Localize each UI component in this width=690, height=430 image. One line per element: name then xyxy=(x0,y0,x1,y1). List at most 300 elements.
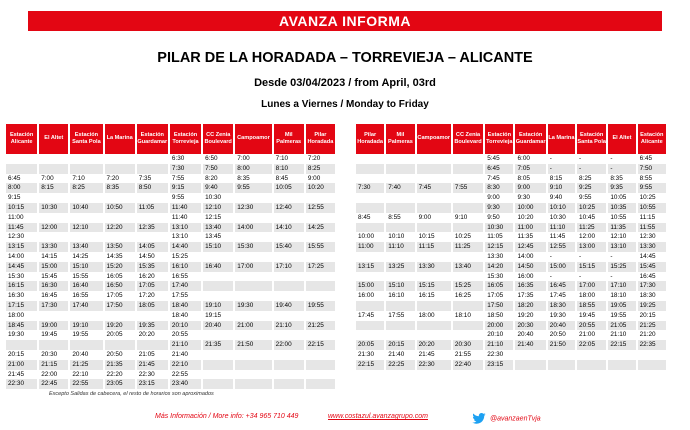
time-cell: 21:50 xyxy=(548,340,575,350)
table-row xyxy=(356,203,666,213)
time-cell xyxy=(386,174,414,184)
time-cell xyxy=(453,193,483,203)
time-cell: - xyxy=(579,272,582,280)
time-cell xyxy=(105,164,135,174)
time-cell xyxy=(235,291,271,301)
time-cell xyxy=(386,164,414,174)
outbound-col-header: Estación Torrevieja xyxy=(170,124,201,154)
time-cell: 22:00 xyxy=(274,340,304,350)
time-cell xyxy=(577,350,606,360)
time-cell xyxy=(203,272,233,282)
time-cell: 20:50 xyxy=(549,331,566,339)
time-cell: 16:25 xyxy=(454,292,471,300)
time-cell: 14:20 xyxy=(485,262,513,272)
time-cell: - xyxy=(549,272,552,280)
time-cell: 22:15 xyxy=(356,360,384,370)
table-row xyxy=(6,340,335,350)
time-cell: - xyxy=(608,164,635,174)
time-cell: 21:10 xyxy=(274,321,304,331)
time-cell: 19:15 xyxy=(205,311,222,319)
table-row xyxy=(356,183,666,193)
time-cell xyxy=(203,379,233,389)
time-cell: 9:15 xyxy=(8,194,21,202)
time-cell xyxy=(356,252,384,262)
time-cell xyxy=(203,281,233,291)
table-row xyxy=(6,370,335,380)
time-cell: 18:40 xyxy=(170,301,201,311)
time-cell: 10:25 xyxy=(639,194,656,202)
table-row xyxy=(6,203,335,213)
time-cell: - xyxy=(549,155,552,162)
time-cell xyxy=(274,291,304,301)
inbound-header-row xyxy=(356,124,666,154)
time-cell: 21:05 xyxy=(138,350,155,358)
time-cell xyxy=(417,154,451,164)
time-cell: 17:40 xyxy=(170,281,201,291)
time-cell: 20:30 xyxy=(515,321,545,331)
time-cell xyxy=(356,154,384,164)
time-cell: 8:35 xyxy=(610,174,623,182)
time-cell: 18:45 xyxy=(6,321,37,331)
time-cell: 9:10 xyxy=(548,183,575,193)
table-row xyxy=(6,213,335,223)
time-cell: 8:45 xyxy=(358,213,371,221)
time-cell xyxy=(306,379,335,389)
time-cell xyxy=(203,370,233,380)
time-cell: 11:25 xyxy=(453,242,483,252)
time-cell: 8:55 xyxy=(388,213,401,221)
table-row xyxy=(6,272,335,282)
time-cell: 7:10 xyxy=(275,155,289,162)
time-cell xyxy=(356,330,384,340)
time-cell: 11:10 xyxy=(386,242,414,252)
time-cell xyxy=(6,340,37,350)
time-cell: 12:30 xyxy=(235,203,271,213)
time-cell: 21:45 xyxy=(418,350,435,358)
time-cell xyxy=(417,330,451,340)
table-row xyxy=(6,174,335,184)
time-cell: 9:55 xyxy=(235,183,271,193)
time-cell: 22:55 xyxy=(171,370,188,378)
time-cell: 18:00 xyxy=(8,311,24,319)
time-cell: 9:55 xyxy=(638,183,666,193)
time-cell xyxy=(306,360,335,370)
time-cell: 11:40 xyxy=(171,213,188,221)
time-cell: 7:20 xyxy=(307,155,321,162)
time-cell: 11:35 xyxy=(608,223,635,233)
time-cell: 16:10 xyxy=(170,262,201,272)
table-row xyxy=(356,311,666,321)
time-cell: 17:45 xyxy=(549,292,566,300)
time-cell: 12:15 xyxy=(485,242,513,252)
time-cell xyxy=(306,350,335,360)
time-cell: 18:10 xyxy=(454,311,471,319)
table-row xyxy=(6,350,335,360)
time-cell: 20:05 xyxy=(106,331,123,339)
table-row xyxy=(6,311,335,321)
table-row xyxy=(6,301,335,311)
time-cell: 21:20 xyxy=(639,331,656,339)
time-cell: 6:45 xyxy=(639,155,653,162)
time-cell: 17:40 xyxy=(70,301,102,311)
inbound-col-header: Pilar Horadada xyxy=(356,124,384,154)
time-cell: 20:55 xyxy=(577,321,606,331)
time-cell xyxy=(203,360,233,370)
time-cell xyxy=(356,223,384,233)
inbound-col-header: Estación Santa Pola xyxy=(577,124,606,154)
time-cell: 10:00 xyxy=(358,233,374,241)
table-row xyxy=(356,340,666,350)
time-cell: 14:50 xyxy=(515,262,545,272)
time-cell xyxy=(386,330,414,340)
time-cell: 17:50 xyxy=(105,301,135,311)
time-cell: 21:25 xyxy=(306,321,335,331)
time-cell: 18:05 xyxy=(137,301,168,311)
time-cell: 21:10 xyxy=(170,340,201,350)
table-row xyxy=(6,281,335,291)
outbound-col-header: Campoamor xyxy=(235,124,271,154)
time-cell: 6:45 xyxy=(8,174,21,182)
time-cell xyxy=(453,301,483,311)
time-cell: 21:25 xyxy=(638,321,666,331)
time-cell: 9:40 xyxy=(203,183,233,193)
time-cell: 17:55 xyxy=(388,311,405,319)
time-cell: 10:45 xyxy=(579,213,596,221)
inbound-col-header: Estación Guardamar xyxy=(515,124,545,154)
table-row xyxy=(356,321,666,331)
time-cell: 20:30 xyxy=(453,340,483,350)
time-cell xyxy=(137,213,168,223)
time-cell: 21:10 xyxy=(610,331,627,339)
time-cell: 9:55 xyxy=(171,194,185,202)
time-cell: 19:20 xyxy=(517,311,534,319)
time-cell: 17:10 xyxy=(274,262,304,272)
inbound-timetable xyxy=(354,124,668,370)
time-cell: 13:40 xyxy=(203,223,233,233)
time-cell: 11:00 xyxy=(356,242,384,252)
time-cell xyxy=(274,370,304,380)
time-cell xyxy=(356,272,384,282)
time-cell xyxy=(235,379,271,389)
time-cell: 12:35 xyxy=(137,223,168,233)
time-cell: 16:55 xyxy=(171,272,188,280)
time-cell xyxy=(203,350,233,360)
time-cell: - xyxy=(579,252,582,260)
time-cell: 14:35 xyxy=(106,252,123,260)
time-cell xyxy=(386,223,414,233)
time-cell xyxy=(417,203,451,213)
time-cell: 12:30 xyxy=(8,233,24,241)
time-cell xyxy=(6,154,37,164)
time-cell: 20:10 xyxy=(487,331,504,339)
time-cell xyxy=(638,360,666,370)
time-cell xyxy=(453,164,483,174)
time-cell: 10:55 xyxy=(610,213,627,221)
time-cell: 16:50 xyxy=(105,281,135,291)
time-cell xyxy=(235,232,271,242)
time-cell: 8:35 xyxy=(237,174,250,182)
time-cell: 15:10 xyxy=(203,242,233,252)
time-cell xyxy=(274,281,304,291)
time-cell: 19:55 xyxy=(72,331,89,339)
inbound-col-header: La Marina xyxy=(548,124,575,154)
time-cell xyxy=(548,360,575,370)
time-cell: 10:30 xyxy=(39,203,68,213)
time-cell xyxy=(39,154,68,164)
time-cell: 10:30 xyxy=(205,194,222,202)
time-cell: 11:45 xyxy=(549,233,566,241)
time-cell xyxy=(306,291,335,301)
time-cell: 8:55 xyxy=(639,174,653,182)
time-cell: 11:00 xyxy=(515,223,545,233)
time-cell xyxy=(39,164,68,174)
time-cell: 23:05 xyxy=(105,379,135,389)
time-cell: 21:40 xyxy=(388,350,405,358)
time-cell: 16:10 xyxy=(388,292,405,300)
time-cell xyxy=(274,252,304,262)
table-row xyxy=(356,232,666,242)
time-cell: 9:00 xyxy=(515,183,545,193)
table-row xyxy=(356,262,666,272)
time-cell xyxy=(577,360,606,370)
time-cell: 10:15 xyxy=(418,233,435,241)
time-cell xyxy=(70,193,102,203)
time-cell: 7:30 xyxy=(170,164,201,174)
time-cell: 14:25 xyxy=(72,252,89,260)
time-cell: 9:55 xyxy=(579,194,592,202)
time-cell: 15:45 xyxy=(638,262,666,272)
time-cell xyxy=(306,213,335,223)
time-cell: 6:30 xyxy=(171,155,185,162)
time-cell: 12:10 xyxy=(203,203,233,213)
time-cell xyxy=(356,203,384,213)
time-cell: 17:35 xyxy=(517,292,534,300)
route-title: PILAR DE LA HORADADA – TORREVIEJA – ALICANTE xyxy=(157,50,533,66)
time-cell: 19:00 xyxy=(39,321,68,331)
time-cell: 19:30 xyxy=(235,301,271,311)
time-cell xyxy=(137,340,168,350)
time-cell: 16:45 xyxy=(639,272,656,280)
time-cell: 16:40 xyxy=(70,281,102,291)
time-cell xyxy=(386,193,414,203)
inbound-col-header: Estación Alicante xyxy=(638,124,666,154)
time-cell: 21:50 xyxy=(235,340,271,350)
time-cell xyxy=(453,330,483,340)
table-row xyxy=(6,223,335,233)
time-cell: 20:55 xyxy=(171,331,188,339)
inbound-col-header: El Altet xyxy=(608,124,635,154)
time-cell: 13:50 xyxy=(105,242,135,252)
time-cell xyxy=(417,164,451,174)
time-cell xyxy=(417,301,451,311)
time-cell xyxy=(274,193,304,203)
time-cell: 16:55 xyxy=(72,292,89,300)
time-cell xyxy=(70,213,102,223)
time-cell: 14:10 xyxy=(274,223,304,233)
time-cell: 13:10 xyxy=(171,233,188,241)
time-cell: 18:40 xyxy=(171,311,188,319)
time-cell xyxy=(274,360,304,370)
time-cell: 17:05 xyxy=(487,292,504,300)
time-cell xyxy=(306,232,335,242)
time-cell xyxy=(274,330,304,340)
outbound-col-header: La Marina xyxy=(105,124,135,154)
time-cell: 7:20 xyxy=(106,174,119,182)
time-cell: 14:00 xyxy=(235,223,271,233)
time-cell: 20:00 xyxy=(485,321,513,331)
time-cell: 19:45 xyxy=(41,331,58,339)
inbound-col-header: CC Zenia Boulevard xyxy=(453,124,483,154)
time-cell xyxy=(274,350,304,360)
time-cell: 18:00 xyxy=(418,311,435,319)
footer-twitter[interactable] xyxy=(472,413,541,424)
time-cell xyxy=(137,164,168,174)
time-cell: 19:20 xyxy=(105,321,135,331)
time-cell xyxy=(70,311,102,321)
time-cell: 13:40 xyxy=(453,262,483,272)
time-cell: - xyxy=(610,272,613,280)
time-cell: 9:30 xyxy=(485,203,513,213)
time-cell: 15:15 xyxy=(577,262,606,272)
time-cell: 20:30 xyxy=(41,350,58,358)
time-cell xyxy=(6,164,37,174)
time-cell xyxy=(70,164,102,174)
outbound-col-header: CC Zenia Boulevard xyxy=(203,124,233,154)
time-cell: 12:20 xyxy=(105,223,135,233)
time-cell: 22:35 xyxy=(638,340,666,350)
time-cell: 8:25 xyxy=(70,183,102,193)
service-days: Lunes a Viernes / Monday to Friday xyxy=(261,99,429,110)
time-cell: 16:05 xyxy=(106,272,123,280)
time-cell: 7:50 xyxy=(203,164,233,174)
table-row xyxy=(356,252,666,262)
time-cell xyxy=(39,213,68,223)
table-row xyxy=(356,301,666,311)
time-cell xyxy=(274,232,304,242)
time-cell: 11:05 xyxy=(487,233,503,241)
time-cell xyxy=(70,154,102,164)
time-cell: 19:55 xyxy=(610,311,627,319)
time-cell: - xyxy=(579,155,582,162)
time-cell: 12:15 xyxy=(205,213,222,221)
time-cell: 22:55 xyxy=(70,379,102,389)
time-cell xyxy=(417,174,451,184)
time-cell xyxy=(386,252,414,262)
time-cell: 13:00 xyxy=(577,242,606,252)
time-cell: 19:45 xyxy=(579,311,596,319)
time-cell: 14:25 xyxy=(306,223,335,233)
time-cell: 16:15 xyxy=(418,292,435,300)
time-cell: 16:45 xyxy=(41,292,58,300)
time-cell xyxy=(105,193,135,203)
table-row xyxy=(6,360,335,370)
time-cell xyxy=(356,193,384,203)
inbound-body xyxy=(356,154,666,370)
time-cell xyxy=(274,272,304,282)
table-row xyxy=(356,272,666,282)
time-cell: - xyxy=(577,164,606,174)
time-cell: 19:25 xyxy=(638,301,666,311)
time-cell xyxy=(105,154,135,164)
time-cell: 17:15 xyxy=(6,301,37,311)
time-cell xyxy=(235,193,271,203)
time-cell: 22:40 xyxy=(453,360,483,370)
time-cell: 12:40 xyxy=(274,203,304,213)
time-cell xyxy=(638,350,666,360)
table-row xyxy=(356,242,666,252)
time-cell xyxy=(137,232,168,242)
time-cell xyxy=(235,311,271,321)
time-cell xyxy=(306,272,335,282)
time-cell: 16:45 xyxy=(548,281,575,291)
time-cell: 15:40 xyxy=(274,242,304,252)
time-cell xyxy=(417,272,451,282)
time-cell: 17:25 xyxy=(306,262,335,272)
table-row xyxy=(6,291,335,301)
time-cell: 17:05 xyxy=(137,281,168,291)
time-cell xyxy=(70,232,102,242)
footnote: Excepto Salidas de cabecera, el resto de horarios son aproximados xyxy=(49,391,214,397)
time-cell xyxy=(608,360,635,370)
time-cell xyxy=(274,379,304,389)
time-cell: 16:30 xyxy=(8,292,24,300)
time-cell: 11:00 xyxy=(8,213,24,221)
time-cell: 11:25 xyxy=(577,223,606,233)
time-cell: 18:30 xyxy=(548,301,575,311)
time-cell: 20:10 xyxy=(170,321,201,331)
footer-info: Más Información / More info: +34 965 710 449 xyxy=(155,413,299,420)
time-cell xyxy=(39,232,68,242)
time-cell: 19:35 xyxy=(137,321,168,331)
table-row xyxy=(6,183,335,193)
time-cell: 11:05 xyxy=(137,203,168,213)
time-cell: 12:00 xyxy=(39,223,68,233)
time-cell: 20:40 xyxy=(72,350,89,358)
time-cell xyxy=(306,252,335,262)
time-cell: 7:30 xyxy=(356,183,384,193)
time-cell xyxy=(356,301,384,311)
time-cell: 17:00 xyxy=(577,281,606,291)
time-cell: 17:30 xyxy=(638,281,666,291)
outbound-col-header: Estación Alicante xyxy=(6,124,37,154)
time-cell: 9:50 xyxy=(487,213,500,221)
time-cell xyxy=(386,321,414,331)
time-cell: 7:55 xyxy=(171,174,185,182)
time-cell: 19:10 xyxy=(203,301,233,311)
time-cell: 10:40 xyxy=(70,203,102,213)
outbound-col-header: El Altet xyxy=(39,124,68,154)
time-cell: 10:20 xyxy=(306,183,335,193)
time-cell xyxy=(417,321,451,331)
time-cell xyxy=(105,232,135,242)
time-cell: 12:10 xyxy=(610,233,627,241)
time-cell: 7:45 xyxy=(417,183,451,193)
time-cell: 10:30 xyxy=(485,223,513,233)
time-cell: 16:30 xyxy=(39,281,68,291)
table-row xyxy=(356,281,666,291)
time-cell: 9:10 xyxy=(454,213,468,221)
time-cell: 10:10 xyxy=(548,203,575,213)
time-cell: 14:45 xyxy=(639,252,656,260)
time-cell xyxy=(515,360,545,370)
time-cell: 10:00 xyxy=(515,203,545,213)
footer-web-link[interactable]: www.costazul.avanzagrupo.com xyxy=(328,413,428,420)
time-cell xyxy=(105,311,135,321)
time-cell xyxy=(417,223,451,233)
time-cell xyxy=(203,330,233,340)
time-cell: 9:30 xyxy=(517,194,530,202)
time-cell: 11:15 xyxy=(417,242,451,252)
